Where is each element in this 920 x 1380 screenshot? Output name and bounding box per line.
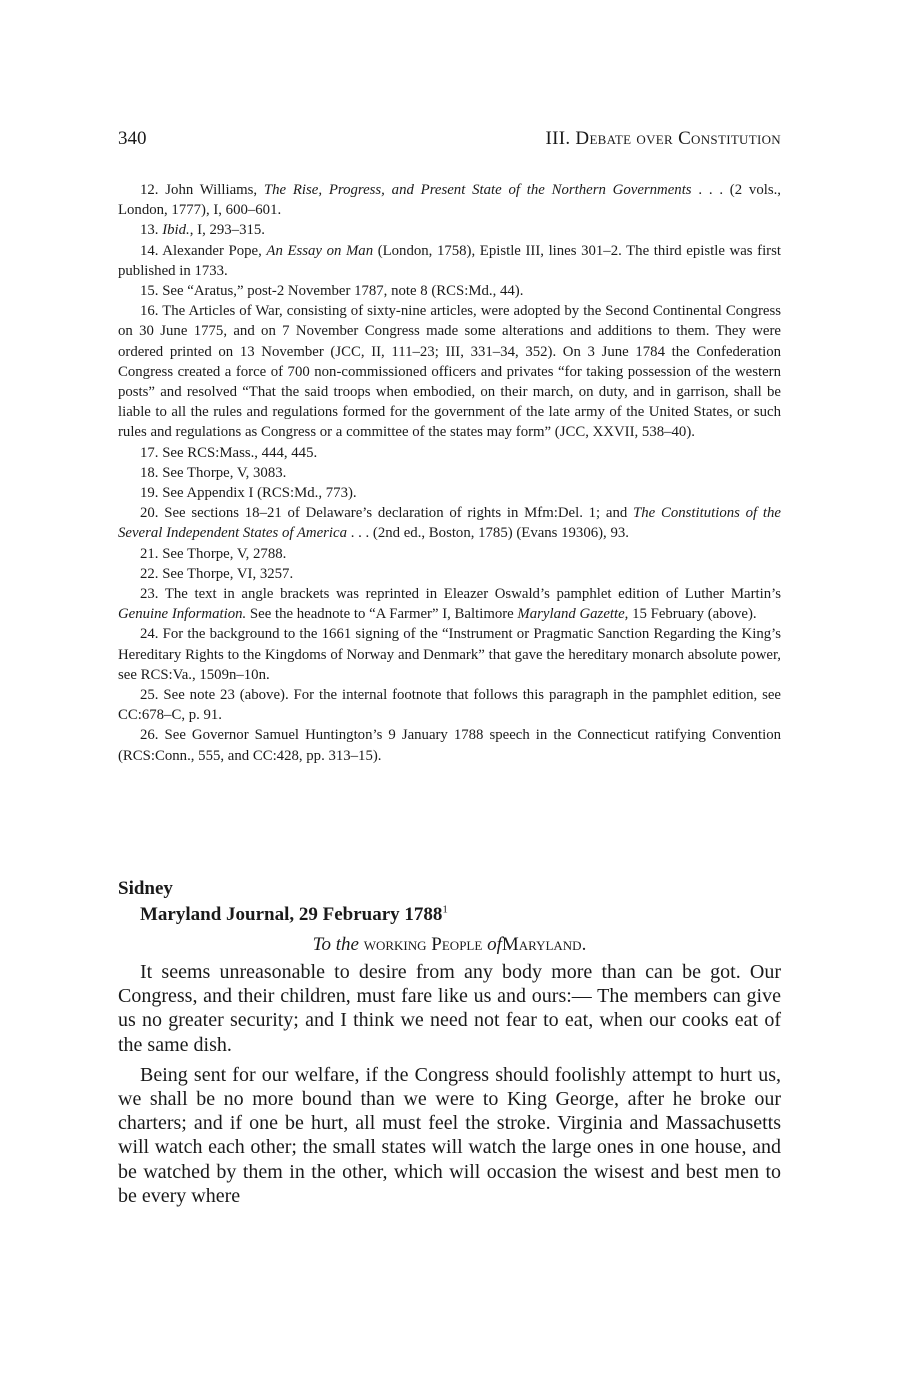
note-text: (London, 1758), Epistle III, lines 301–2. The third epistle was first published in 1733. [118,242,781,279]
note-text: . . . (2nd ed., Boston, 1785) (Evans 19306), 93. [347,525,629,542]
note-text: 19. See Appendix I (RCS:Md., 773). [140,485,357,502]
note-italic-title: Ibid. [162,222,190,239]
note-text: 15. See “Aratus,” post-2 November 1787, note 8 (RCS:Md., 44). [140,283,524,300]
note-text: 22. See Thorpe, VI, 3257. [140,565,294,582]
salutation-maryland: Maryland. [501,934,587,955]
article-heading [118,876,781,928]
note-24 [118,624,781,685]
note-text: See the headnote to “A Farmer” I, Baltimore [246,606,518,623]
note-text: , I, 293–315. [189,222,265,239]
salutation [118,932,781,958]
note-text: 18. See Thorpe, V, 3083. [140,464,287,481]
running-title: III. Debate over Constitution [545,128,781,149]
note-text: 16. The Articles of War, consisting of sixty-nine articles, were adopted by the Second Continental Congress on 30 June 1775, and on 7 November Congress made some alterations and additions to them. They were ordered printed on 13 November (JCC, II, 111–23; III, 331–34, 352). On 3 June 1784 the Confederation Congress created a force of 700 non-commissioned officers and privates “for taking possession of the western posts” and resolved “That the said troops when embodied, on their march, on duty, and in garrison, shall be liable to all the rules and regulations formed for the government of the late army of the United States, or such rules and regulations as Congress or a committee of the states may form” (JCC, XXVII, 538–40). [118,303,781,441]
body-paragraph-1: It seems unreasonable to desire from any body more than can be got. Our Congress, and their children, must fare like us and ours:— The members can give us no greater security; and I think we need not fear to eat, when our cooks eat of the same dish. [118,961,781,1056]
salutation-people: People [431,934,483,955]
note-text: 14. Alexander Pope, [140,242,267,259]
article-source-note-marker: 1 [442,903,448,916]
note-13 [118,220,781,240]
note-text: 26. See Governor Samuel Huntington’s 9 January 1788 speech in the Connecticut ratifying Convention (RCS:Conn., 555, and CC:428, pp. 313–15). [118,727,781,764]
note-20 [118,503,781,543]
note-text: 21. See Thorpe, V, 2788. [140,545,287,562]
article-body [118,932,781,1214]
note-text: 24. For the background to the 1661 signing of the “Instrument or Pragmatic Sanction Regarding the King’s Hereditary Rights to the Kingdoms of Norway and Denmark” that gave the hereditary monarch absolute power, see RCS:Va., 1509n–10n. [118,626,781,683]
body-paragraph-2: Being sent for our welfare, if the Congress should foolishly attempt to hurt us, we shall be no more bound than we were to King George, after he broke our charters; and if one be hurt, all must feel the stroke. Virginia and Massachusetts will watch each other; the small states will watch the large ones in one house, and be watched by them in the other, which will occasion the wisest and best men to be every where [118,1063,781,1207]
note-text: 17. See RCS:Mass., 444, 445. [140,444,318,461]
note-text: 25. See note 23 (above). For the internal footnote that follows this paragraph in the pamphlet edition, see CC:678–C, p. 91. [118,687,781,724]
note-italic-title: Maryland Gazette, [517,606,629,623]
note-22 [118,564,781,584]
note-14 [118,241,781,281]
note-25 [118,685,781,725]
endnotes-list [118,180,781,766]
note-italic-title: An Essay on Man [266,242,374,259]
note-text: 12. John Williams, [140,182,264,198]
note-17 [118,443,781,463]
note-italic-title: Genuine Information. [118,606,247,623]
note-text: . . . (2 vols., London, 1777), I, 600–601. [118,182,781,219]
running-head [118,128,781,156]
note-italic-title: The Rise, Progress, and Present State of the Northern Governments [263,182,692,198]
note-21 [118,544,781,564]
article-source [118,902,781,928]
note-23 [118,584,781,624]
note-26 [118,725,781,765]
note-text: 20. See sections 18–21 of Delaware’s declaration of rights in Mfm:Del. 1; and [140,505,634,522]
note-12 [118,180,781,220]
note-15 [118,281,781,301]
article-source-text: Maryland Journal, 29 February 1788 [140,904,443,925]
note-18 [118,463,781,483]
note-text: 23. The text in angle brackets was reprinted in Eleazer Oswald’s pamphlet edition of Luther Martin’s [140,586,781,603]
article-pseudonym: Sidney [118,878,173,899]
note-italic-title: The Constitutions of the Several Independent States of America [118,505,781,542]
page-number: 340 [118,128,147,149]
note-text: 13. [140,222,163,239]
salutation-of: of [487,934,502,955]
note-16 [118,301,781,442]
salutation-to: To the [312,934,359,955]
note-19 [118,483,781,503]
note-text: 15 February (above). [628,606,757,623]
salutation-working: working [363,934,427,955]
